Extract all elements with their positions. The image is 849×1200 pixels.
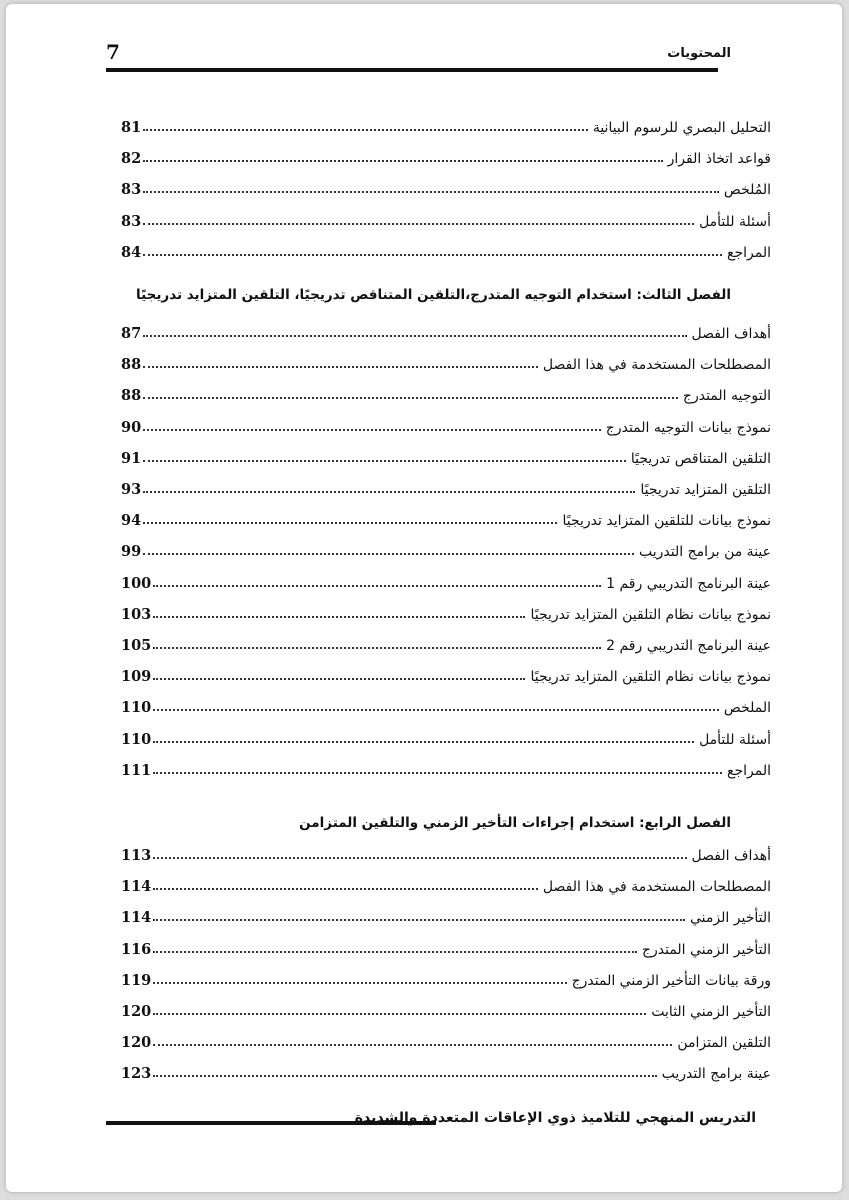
dot-leader (153, 647, 601, 649)
toc-entry-title: ورقة بيانات التأخير الزمني المتدرج (571, 972, 771, 989)
dot-leader (153, 741, 694, 743)
toc-entry[interactable] (121, 690, 771, 716)
toc-entry[interactable] (121, 900, 771, 926)
toc-entry[interactable] (121, 141, 771, 167)
toc-entry-page: 81 (121, 119, 142, 136)
toc-entry-title: أهداف الفصل (691, 848, 771, 864)
page-number: 7 (106, 40, 120, 64)
dot-leader (143, 366, 538, 368)
dot-leader (143, 160, 662, 162)
toc-entry-page: 100 (121, 574, 152, 592)
dot-leader (143, 522, 557, 524)
toc-entry[interactable] (121, 722, 771, 748)
dot-leader (143, 129, 588, 131)
page-header (106, 40, 756, 76)
toc-entry[interactable] (121, 963, 771, 989)
toc-entry-page: 105 (121, 637, 152, 654)
toc-entry-page: 83 (121, 181, 142, 199)
dot-leader (143, 335, 686, 337)
toc-entry[interactable] (121, 172, 771, 198)
chapter-heading: الفصل الرابع: استخدام إجراءات التأخير الزمني والتلقين المتزامن (299, 815, 731, 831)
toc-entry[interactable] (121, 441, 771, 467)
toc-entry-title: التأخير الزمني (690, 910, 771, 927)
dot-leader (153, 1044, 672, 1046)
toc-entry-page: 116 (121, 940, 152, 958)
toc-entry-title: عينة برامج التدريب (661, 1066, 771, 1083)
toc-entry-page: 103 (121, 605, 152, 623)
toc-entry-page: 123 (121, 1065, 152, 1083)
toc-entry[interactable] (121, 534, 771, 560)
toc-entry-title: التلقين المتزايد تدريجيًا (640, 482, 771, 498)
toc-entry-title: التوجيه المتدرج (682, 388, 771, 405)
dot-leader (143, 553, 634, 555)
toc-entry-title: أسئلة للتأمل (699, 213, 771, 230)
dot-leader (153, 888, 538, 890)
toc-entry-title: نموذج بيانات التوجيه المتدرج (605, 419, 771, 436)
toc-entry[interactable] (121, 410, 771, 436)
dot-leader (143, 397, 678, 399)
toc-entry-title: عينة البرنامج التدريبي رقم 2 (606, 638, 771, 654)
toc-entry[interactable] (121, 597, 771, 623)
page-title: المحتويات (667, 46, 731, 61)
toc-entry[interactable] (121, 378, 771, 404)
dot-leader (143, 191, 719, 193)
toc-entry[interactable] (121, 1056, 771, 1082)
toc-entry[interactable] (121, 347, 771, 373)
toc-entry-page: 84 (121, 243, 142, 261)
toc-entry-title: أهداف الفصل (691, 326, 771, 342)
toc-entry[interactable] (121, 316, 771, 342)
toc-entry-page: 111 (121, 761, 152, 779)
toc-entry[interactable] (121, 472, 771, 498)
chapter-heading: الفصل الثالث: استخدام التوجيه المتدرج،التلقين المتناقص تدريجيًا، التلقين المتزايد تدريجيًا (136, 287, 731, 303)
toc-entry[interactable] (121, 503, 771, 529)
toc-entry-title: نموذج بيانات نظام التلقين المتزايد تدريجيًا (530, 606, 771, 623)
toc-entry[interactable] (121, 204, 771, 230)
toc-entry[interactable] (121, 932, 771, 958)
dot-leader (153, 919, 685, 921)
toc-entry-page: 82 (121, 150, 142, 168)
dot-leader (153, 585, 601, 587)
toc-entry-title: المراجع (727, 762, 771, 779)
toc-entry[interactable] (121, 566, 771, 592)
toc-entry-page: 83 (121, 212, 142, 230)
dot-leader (143, 460, 626, 462)
book-page (6, 4, 842, 1192)
toc-entry-page: 114 (121, 909, 152, 927)
dot-leader (153, 1013, 646, 1015)
toc-entry[interactable] (121, 753, 771, 779)
dot-leader (153, 951, 637, 953)
toc-entry-page: 120 (121, 1003, 152, 1020)
dot-leader (143, 254, 722, 256)
toc-entry-page: 94 (121, 512, 142, 530)
dot-leader (153, 709, 719, 711)
toc-entry-title: نموذج بيانات نظام التلقين المتزايد تدريجيًا (530, 669, 771, 686)
toc-entry-title: التأخير الزمني الثابت (651, 1004, 771, 1020)
dot-leader (153, 857, 686, 859)
toc-entry-title: التحليل البصري للرسوم البيانية (592, 120, 771, 136)
toc-entry-page: 91 (121, 449, 142, 467)
dot-leader (153, 772, 722, 774)
header-rule (106, 68, 718, 72)
dot-leader (153, 1075, 656, 1077)
toc-entry-page: 113 (121, 847, 152, 864)
toc-entry-page: 99 (121, 543, 142, 561)
toc-entry-page: 119 (121, 971, 152, 989)
toc-entry-title: نموذج بيانات للتلقين المتزايد تدريجيًا (562, 513, 771, 530)
dot-leader (153, 616, 525, 618)
toc-entry[interactable] (121, 994, 771, 1020)
toc-entry-page: 87 (121, 325, 142, 342)
book-title: التدريس المنهجي للتلاميذ ذوي الإعاقات المتعددة والشديدة (354, 1110, 756, 1126)
toc-entry[interactable] (121, 659, 771, 685)
toc-entry-title: الملخص (723, 700, 771, 717)
dot-leader (143, 429, 601, 431)
toc-entry[interactable] (121, 1025, 771, 1051)
dot-leader (143, 223, 694, 225)
toc-entry-title: التلقين المتناقص تدريجيًا (630, 450, 771, 467)
toc-entry[interactable] (121, 110, 771, 136)
toc-entry-title: التلقين المتزامن (677, 1035, 771, 1052)
toc-entry[interactable] (121, 235, 771, 261)
toc-entry-title: عينة البرنامج التدريبي رقم 1 (606, 575, 771, 592)
toc-entry-title: المُلخص (723, 182, 771, 199)
toc-entry-page: 90 (121, 418, 142, 436)
dot-leader (153, 982, 566, 984)
toc-entry-title: التأخير الزمني المتدرج (641, 941, 771, 958)
toc-entry[interactable] (121, 838, 771, 864)
toc-entry[interactable] (121, 869, 771, 895)
toc-entry[interactable] (121, 628, 771, 654)
toc-entry-page: 110 (121, 730, 152, 748)
toc-entry-page: 93 (121, 481, 142, 498)
toc-entry-title: المراجع (727, 244, 771, 261)
dot-leader (143, 491, 635, 493)
toc-entry-title: عينة من برامج التدريب (639, 544, 771, 561)
toc-entry-page: 88 (121, 387, 142, 405)
toc-entry-page: 110 (121, 699, 152, 717)
toc-entry-title: أسئلة للتأمل (699, 731, 771, 748)
toc-entry-title: المصطلحات المستخدمة في هذا الفصل (542, 357, 771, 374)
toc-entry-title: قواعد اتخاذ القرار (667, 151, 771, 168)
toc-entry-page: 120 (121, 1034, 152, 1052)
toc-entry-title: المصطلحات المستخدمة في هذا الفصل (542, 879, 771, 896)
dot-leader (153, 678, 525, 680)
toc-entry-page: 88 (121, 356, 142, 374)
toc-entry-page: 114 (121, 878, 152, 896)
page-footer (106, 1110, 756, 1140)
toc-entry-page: 109 (121, 668, 152, 686)
